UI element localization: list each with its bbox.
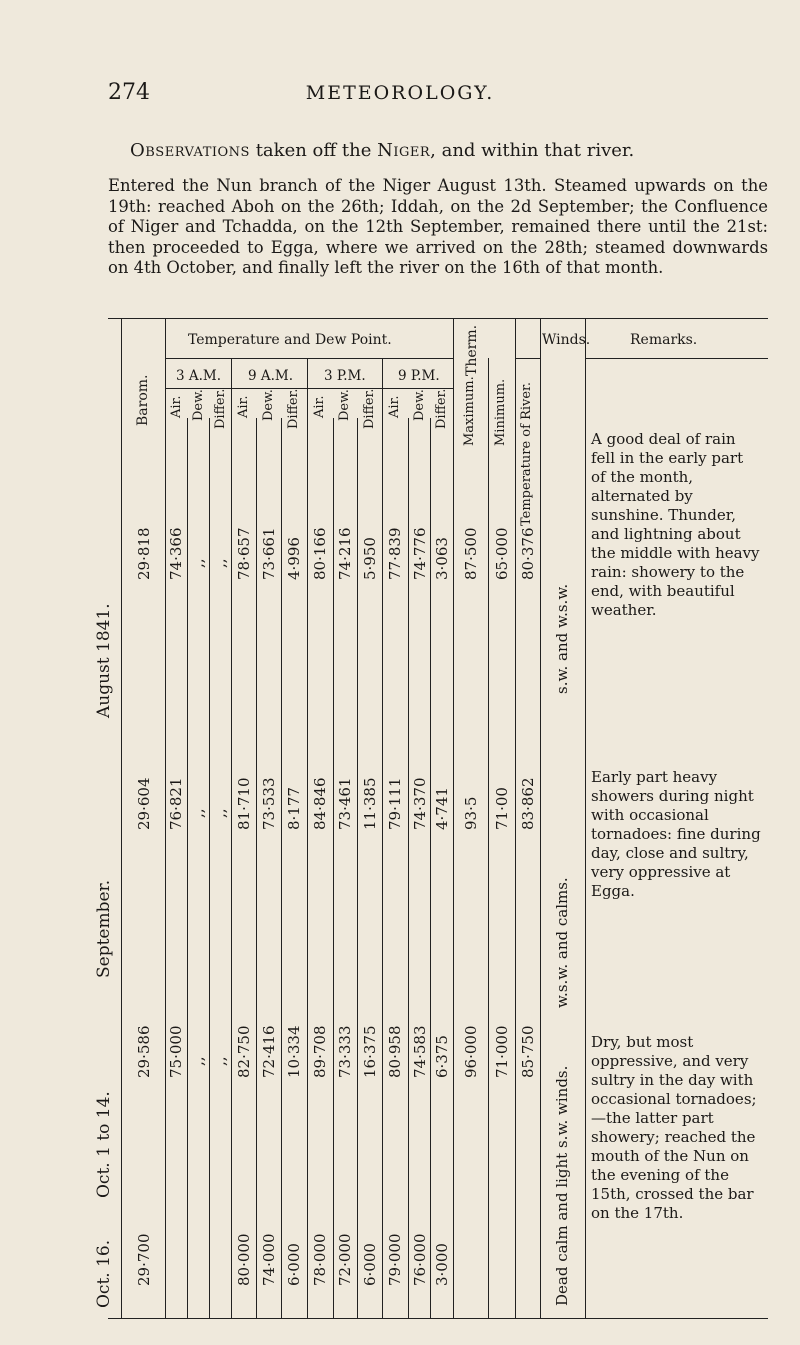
- value-cell: 74·776: [411, 527, 429, 580]
- intro-text: Entered the Nun branch of the Niger August 13th. Steamed upwards on the 19th: reached Aboh on the 26th; Iddah, on the 2d September; the Confluence of Niger and Tchadda, on the 12th September, remained there until the 21st: then proceeded to Egga, where we arrived on the 28th; steamed downwards on 4th October, and finally left the river on the 16th of that month.: [108, 176, 768, 277]
- running-head: METEOROLOGY.: [305, 82, 495, 104]
- value-cell: 8·177: [285, 787, 303, 830]
- value-cell: 79·000: [386, 1233, 404, 1286]
- value-cell: 6·375: [433, 1035, 451, 1078]
- col-rule: [281, 418, 282, 1318]
- value-cell: 29·604: [135, 777, 153, 830]
- value-cell: 87·500: [462, 527, 480, 580]
- value-cell: 71·00: [493, 787, 511, 830]
- col-rule: [187, 418, 188, 1318]
- air-header: Air.: [169, 395, 184, 418]
- value-cell: 73·461: [336, 777, 354, 830]
- value-cell: 5·950: [361, 537, 379, 580]
- col-rule: [307, 358, 308, 1318]
- value-cell: 74·583: [411, 1025, 429, 1078]
- value-cell: 6·000: [361, 1243, 379, 1286]
- period-label: September.: [94, 879, 114, 978]
- value-cell: 74·370: [411, 777, 429, 830]
- value-cell: 76·000: [411, 1233, 429, 1286]
- value-cell: 79·111: [386, 777, 404, 830]
- value-cell: 10·334: [285, 1025, 303, 1078]
- value-cell: ,,: [211, 558, 229, 568]
- remark-september: Early part heavy showers during night with occasional tornadoes: fine during day, close and sultry, very oppressive at Egga.: [591, 768, 761, 900]
- value-cell: 4·741: [433, 787, 451, 830]
- header-rule: [165, 388, 453, 389]
- header-rule: [165, 358, 453, 359]
- observations-table: [94, 318, 768, 1318]
- dew-header: Dew.: [337, 389, 352, 421]
- value-cell: 78·657: [235, 527, 253, 580]
- value-cell: ,,: [189, 1056, 207, 1066]
- value-cell: 96·000: [462, 1025, 480, 1078]
- col-rule: [121, 318, 122, 1318]
- air-header: Air.: [387, 395, 402, 418]
- value-cell: 6·000: [285, 1243, 303, 1286]
- col-rule: [256, 418, 257, 1318]
- header-rule: [585, 358, 768, 359]
- time-9am: 9 A.M.: [248, 368, 294, 384]
- winds-header: Winds.: [542, 332, 591, 348]
- col-rule: [430, 418, 431, 1318]
- value-cell: 74·366: [167, 527, 185, 580]
- barom-header: Barom.: [135, 374, 151, 426]
- value-cell: 73·333: [336, 1025, 354, 1078]
- temp-dew-header: Temperature and Dew Point.: [188, 332, 392, 348]
- col-rule: [209, 418, 210, 1318]
- period-label: August 1841.: [94, 603, 114, 718]
- remarks-header: Remarks.: [630, 332, 698, 348]
- col-rule: [540, 318, 541, 1318]
- value-cell: 73·661: [260, 527, 278, 580]
- winds-cell: Dead calm and light s.w. winds.: [553, 1065, 571, 1306]
- value-cell: 29·818: [135, 527, 153, 580]
- col-rule: [488, 358, 489, 1318]
- value-cell: 11·385: [361, 777, 379, 830]
- table-bottom-rule: [108, 1318, 768, 1319]
- value-cell: 16·375: [361, 1025, 379, 1078]
- value-cell: 3·063: [433, 537, 451, 580]
- value-cell: 77·839: [386, 527, 404, 580]
- title-prefix: Observations: [130, 140, 250, 161]
- value-cell: ,,: [189, 808, 207, 818]
- therm-header: Therm.: [464, 324, 480, 376]
- remark-august: A good deal of rain fell in the early part of the month, alternated by sunshine. Thunder, and lightning about the middle with heavy rain: showery to the end, with beautiful weather.: [591, 430, 760, 619]
- col-rule: [231, 358, 232, 1318]
- minimum-header: Minimum.: [493, 378, 508, 446]
- air-header: Air.: [312, 395, 327, 418]
- title-suffix: , and within that river.: [430, 140, 635, 161]
- value-cell: 80·000: [235, 1233, 253, 1286]
- col-rule: [333, 418, 334, 1318]
- header-rule: [515, 358, 540, 359]
- page-number: 274: [108, 80, 150, 105]
- section-title: [130, 140, 634, 161]
- winds-cell: w.s.w. and calms.: [553, 877, 571, 1008]
- value-cell: 75·000: [167, 1025, 185, 1078]
- value-cell: 93·5: [462, 796, 480, 830]
- period-label: Oct. 16.: [94, 1239, 114, 1308]
- value-cell: 29·700: [135, 1233, 153, 1286]
- col-rule: [515, 318, 516, 1318]
- value-cell: 84·846: [311, 777, 329, 830]
- maximum-header: Maximum.: [462, 376, 477, 446]
- value-cell: 73·533: [260, 777, 278, 830]
- differ-header: Differ.: [362, 388, 377, 429]
- time-3am: 3 A.M.: [176, 368, 222, 384]
- value-cell: 3·000: [433, 1243, 451, 1286]
- title-river: Niger: [377, 140, 431, 161]
- differ-header: Differ.: [213, 388, 228, 429]
- col-rule: [408, 418, 409, 1318]
- value-cell: 85·750: [519, 1025, 537, 1078]
- value-cell: ,,: [189, 558, 207, 568]
- value-cell: 83·862: [519, 777, 537, 830]
- remark-october: Dry, but most oppressive, and very sultry in the day with occasional tornadoes; —the latter part showery; reached the mouth of the Nun on the evening of the 15th, crossed the bar on the 17th.: [591, 1033, 757, 1222]
- value-cell: 71·000: [493, 1025, 511, 1078]
- time-3pm: 3 P.M.: [324, 368, 366, 384]
- col-rule: [357, 418, 358, 1318]
- value-cell: 74·216: [336, 527, 354, 580]
- differ-header: Differ.: [434, 388, 449, 429]
- value-cell: 89·708: [311, 1025, 329, 1078]
- intro-paragraph: [108, 176, 768, 279]
- value-cell: 80·958: [386, 1025, 404, 1078]
- value-cell: 4·996: [285, 537, 303, 580]
- value-cell: 80·376: [519, 527, 537, 580]
- dew-header: Dew.: [191, 389, 206, 421]
- value-cell: 78·000: [311, 1233, 329, 1286]
- value-cell: 65·000: [493, 527, 511, 580]
- table-top-rule: [108, 318, 768, 319]
- value-cell: 80·166: [311, 527, 329, 580]
- col-rule: [453, 318, 454, 1318]
- period-label: Oct. 1 to 14.: [94, 1091, 114, 1198]
- col-rule: [165, 318, 166, 1318]
- value-cell: 74·000: [260, 1233, 278, 1286]
- col-rule: [585, 318, 586, 1318]
- air-header: Air.: [236, 395, 251, 418]
- value-cell: 72·000: [336, 1233, 354, 1286]
- winds-cell: s.w. and w.s.w.: [553, 583, 571, 694]
- title-middle: taken off the: [249, 140, 378, 161]
- value-cell: 81·710: [235, 777, 253, 830]
- value-cell: ,,: [211, 808, 229, 818]
- differ-header: Differ.: [286, 388, 301, 429]
- value-cell: 29·586: [135, 1025, 153, 1078]
- dew-header: Dew.: [412, 389, 427, 421]
- river-temp-header: Temperature of River.: [519, 382, 534, 526]
- time-9pm: 9 P.M.: [398, 368, 440, 384]
- value-cell: 82·750: [235, 1025, 253, 1078]
- dew-header: Dew.: [261, 389, 276, 421]
- col-rule: [382, 358, 383, 1318]
- value-cell: ,,: [211, 1056, 229, 1066]
- value-cell: 72·416: [260, 1025, 278, 1078]
- value-cell: 76·821: [167, 777, 185, 830]
